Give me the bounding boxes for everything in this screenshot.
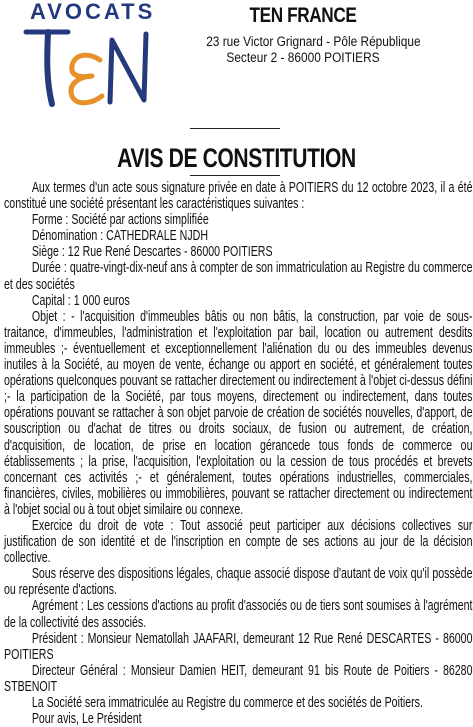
ten-avocats-logo xyxy=(8,0,173,115)
paragraph-objet: Objet : - l'acquisition d'immeubles bâtis ou non bâtis, la construction, par voie de sous-traitance, d'immeubles, l'administration et l'exploitation par bail, location ou autrement desdits immeubles ;- éventuellement et exceptionnellement l'aliénation du ou des immeubles devenus inutiles à la Société, au moyen de vente, échange ou apport en société, et généralement toutes opérations quelconques pouvant se rattacher directement ou indirectement à l'objet ci-dessus défini ;- la participation de la Société, par tous moyens, directement ou indirectement, dans toutes opérations pouvant se rattacher à son objet parvoie de création de sociétés nouvelles, d'apport, de souscription ou d'achat de titres ou droits sociaux, de fusion ou autrement, de création, d'acquisition, de location, de prise en location gérancede tous fonds de commerce ou établissements ; la prise, l'acquisition, l'exploitation ou la cession de tous procédés et brevets concernant ces activités ;- et généralement, toutes opérations industrielles, commerciales, financières, civiles, mobilières ou immobilières, pouvant se rattacher directement ou indirectement à l'objet social ou à tout objet similaire ou connexe. xyxy=(4,308,473,518)
title-underline xyxy=(190,175,280,176)
top-divider xyxy=(190,128,280,129)
paragraph-denomination: Dénomination : CATHEDRALE NJDH xyxy=(31,228,208,245)
logo-monogram-icon xyxy=(8,18,168,113)
paragraph-directeur-general: Directeur Général : Monsieur Damien HEIT, demeurant 91 bis Route de Poitiers - 86280 STBENOIT xyxy=(4,662,473,695)
paragraph-droit-de-vote: Exercice du droit de vote : Tout associé peut participer aux décisions collectives sur justification de son identité et de l'inscription en compte de ses actions au jour de la décision collective. xyxy=(4,517,473,567)
paragraph-agrement: Agrément : Les cessions d'actions au profit d'associés ou de tiers sont soumises à l'agrément de la collectivité des associés. xyxy=(4,598,473,631)
paragraph-capital: Capital : 1 000 euros xyxy=(31,292,130,309)
paragraph-president: Président : Monsieur Nematollah JAAFARI, demeurant 12 Rue René DESCARTES - 86000 POITIERS xyxy=(4,630,473,663)
paragraph-immatriculation: La Société sera immatriculée au Registre du commerce et des sociétés de Poitiers. xyxy=(31,695,423,711)
firm-name: TEN FRANCE xyxy=(249,4,357,27)
firm-header xyxy=(193,4,421,66)
paragraph-signature: Pour avis, Le Président xyxy=(31,711,142,727)
paragraph-intro: Aux termes d'un acte sous signature privée en date à POITIERS du 12 octobre 2023, il a été constitué une société présentant les caractéristiques suivantes : xyxy=(4,180,473,213)
notice-title: AVIS DE CONSTITUTION xyxy=(117,143,356,173)
paragraph-forme: Forme : Société par actions simplifiée xyxy=(31,212,209,229)
paragraph-siege: Siège : 12 Rue René Descartes - 86000 POITIERS xyxy=(31,244,273,261)
firm-address-line2: Secteur 2 - 86000 POITIERS xyxy=(226,50,380,65)
logo-wordmark: AVOCATS xyxy=(30,0,156,24)
paragraph-voix: Sous réserve des dispositions légales, chaque associé dispose d'autant de voix qu'il possède ou représente d'actions. xyxy=(4,566,473,599)
notice-body xyxy=(4,180,472,727)
paragraph-duree: Durée : quatre-vingt-dix-neuf ans à compter de son immatriculation au Registre du commerce et des sociétés xyxy=(4,260,473,293)
firm-address-line1: 23 rue Victor Grignard - Pôle République xyxy=(206,34,421,49)
